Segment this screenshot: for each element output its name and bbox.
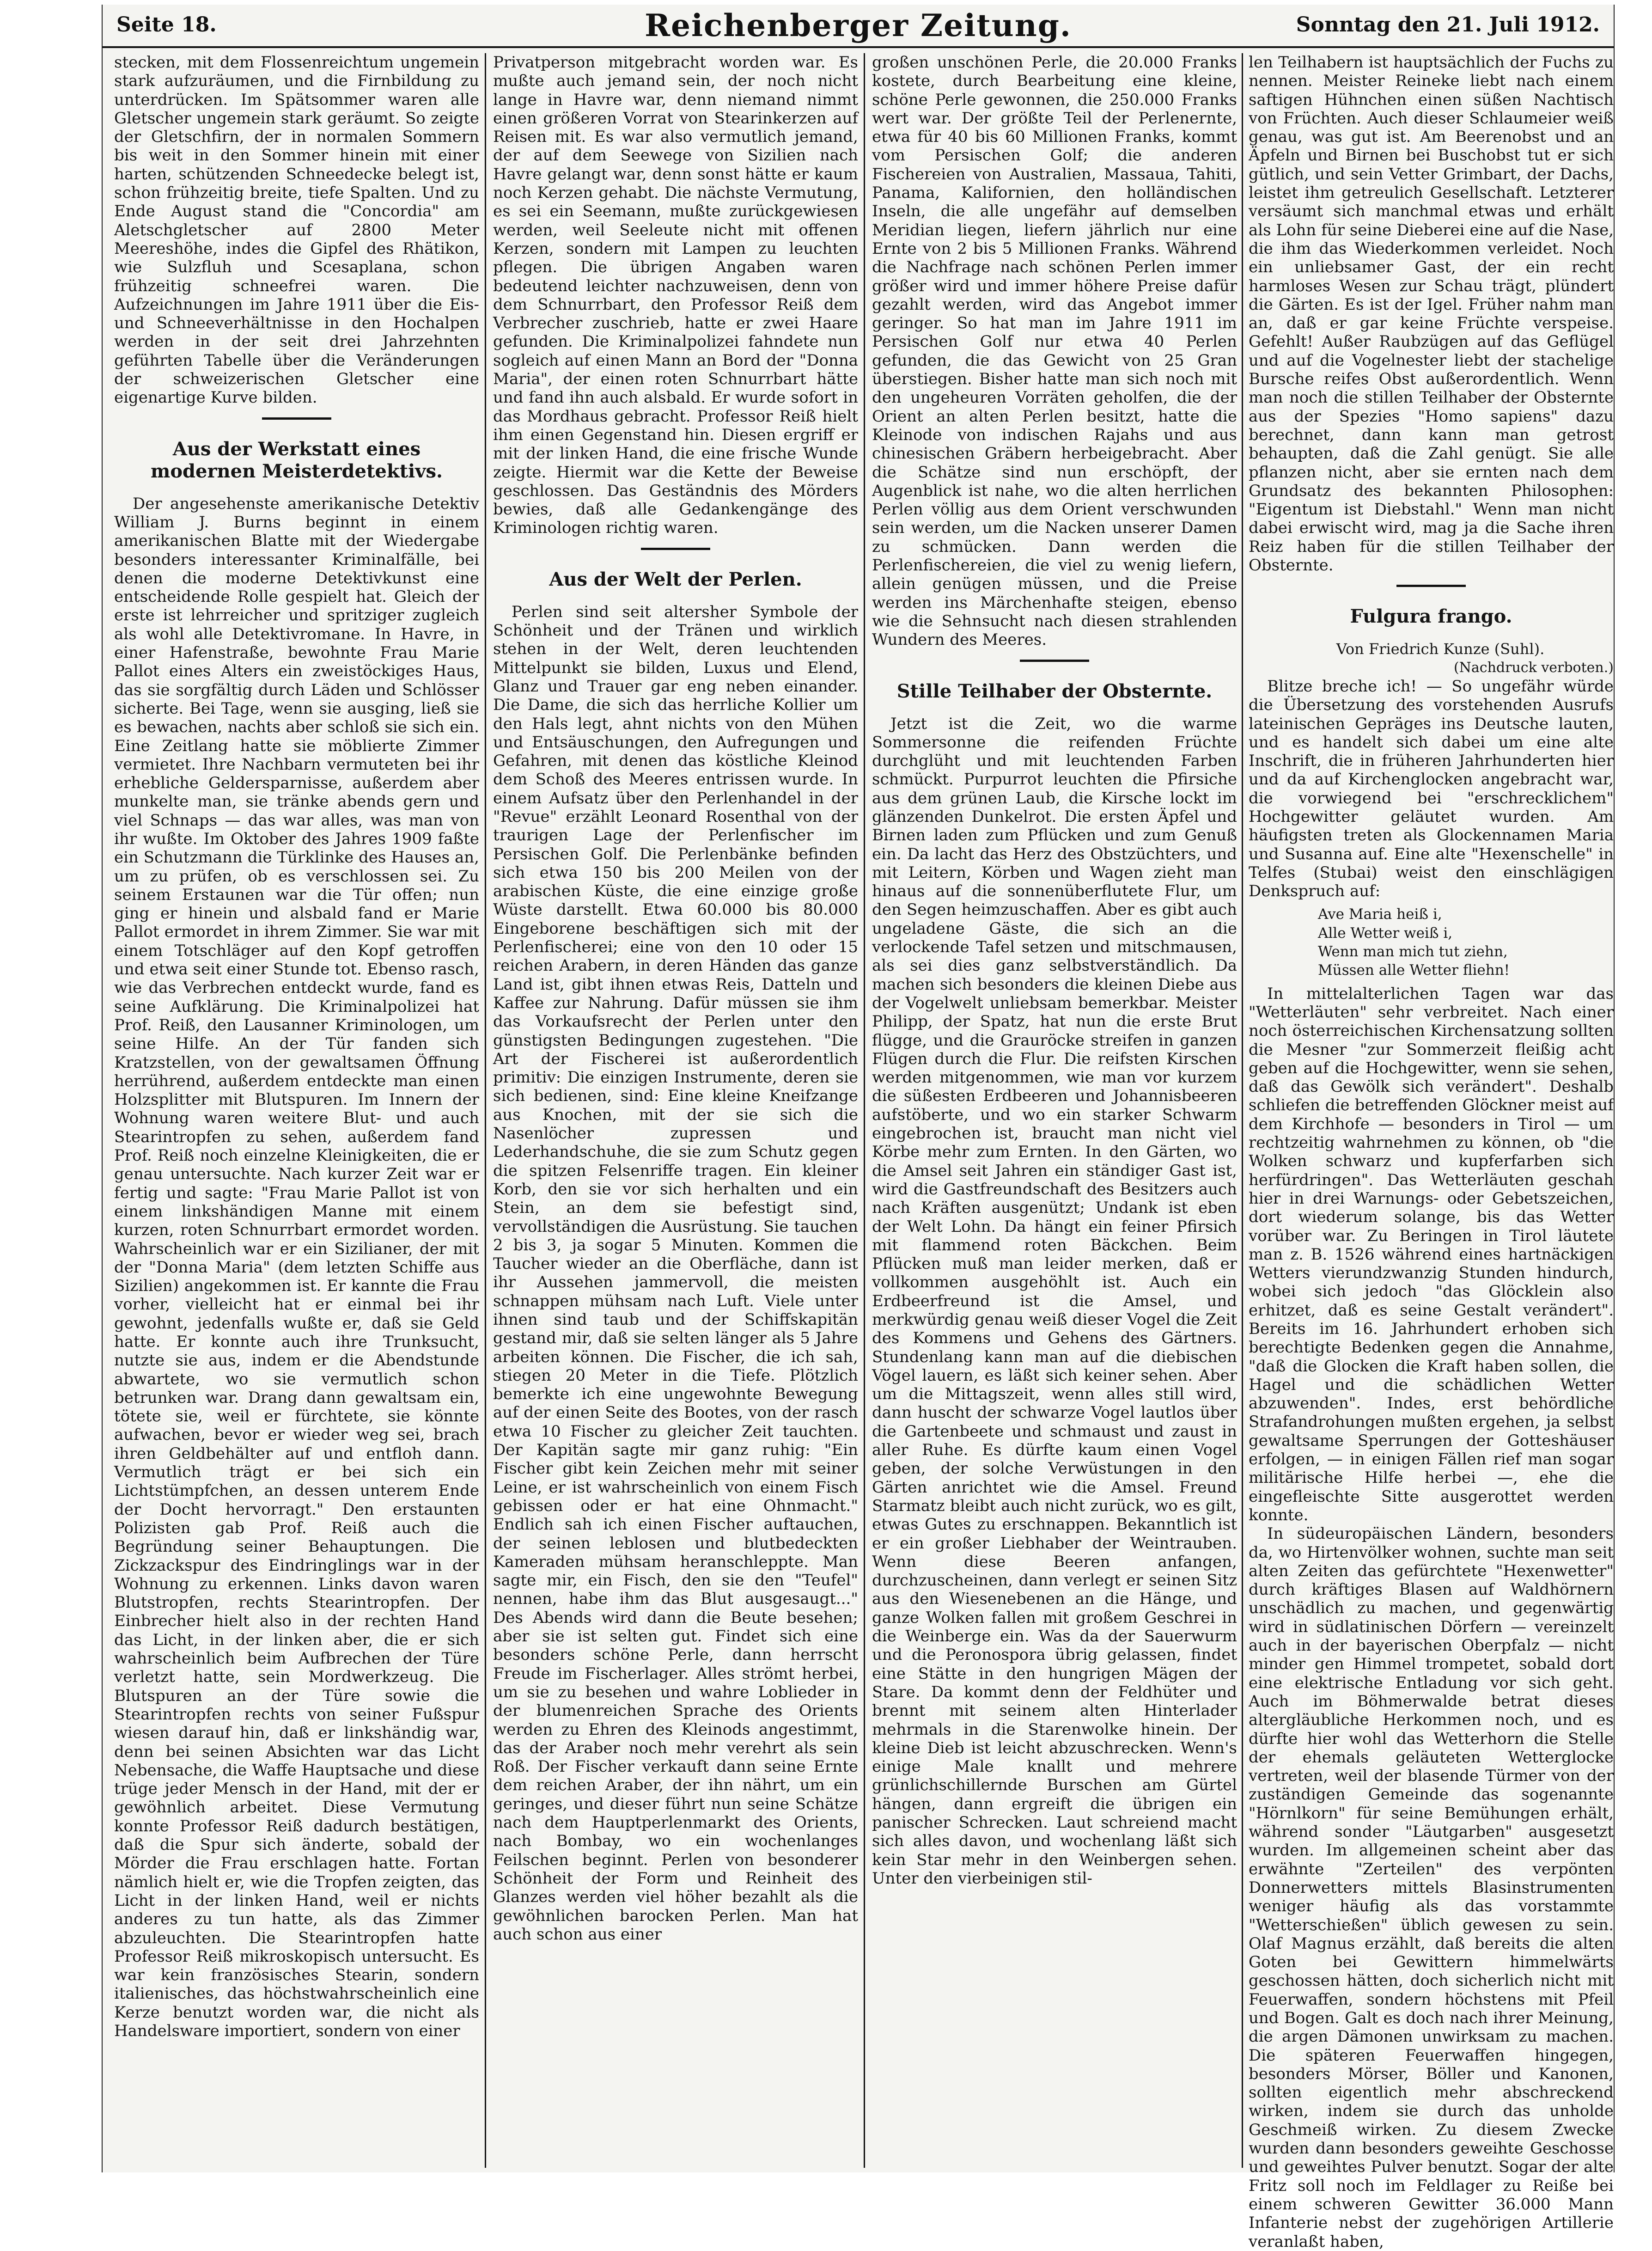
column-4 [1249,53,1614,2251]
page-header [103,5,1614,48]
page-number: Seite 18. [116,13,217,37]
column-1 [114,53,479,2172]
article-heading: Stille Teilhaber der Obsternte. [896,680,1213,702]
article-heading: Fulgura frango. [1350,606,1512,628]
verse-line: Wenn man mich tut ziehn, [1318,943,1508,960]
section-divider [1396,585,1466,587]
heading-line: modernen Meisterdetektivs. [151,460,443,482]
article-heading: Aus der Welt der Perlen. [549,568,802,590]
verse-block [1249,905,1614,979]
verse-line: Ave Maria heiß i, [1318,906,1442,923]
newspaper-page [102,5,1615,2251]
article-text: Privatperson mitgebracht worden war. Es mußte auch jemand sein, der noch nicht lange in Havre war, denn niemand nimmt einen größeren Vorrat von Stearinkerzen auf Reisen mit. Es war also vermutlich jemand, der auf dem Seewege von Sizilien nach Havre gelangt war, denn sonst hätte er kaum noch Kerzen gehabt. Die nächste Vermutung, es sei ein Seemann, mußte zurückgewiesen werden, weil Seeleute nicht mit offenen Kerzen, sondern mit Lampen zu leuchten pflegen. Die übrigen Angaben waren bedeutend leichter nachzuweisen, denn von dem Schnurrbart, den Professor Reiß dem Verbrecher zuschrieb, hatte er zwei Haare gefunden. Die Kriminalpolizei fahndete nun sogleich auf einen Mann an Bord der "Donna Maria", der einen roten Schnurrbart hätte und fand ihn auch alsbald. Er wurde sofort in das Mordhaus gebracht. Professor Reiß hielt ihm einen Gegenstand hin. Diesen ergriff er mit der linken Hand, die eine frische Wunde zeigte. Hiermit war die Kette der Beweise geschlossen. Das Geständnis des Mörders bewies, daß alle Gedankengänge des Kriminologen richtig waren. [493,53,858,538]
heading-line: Aus der Werkstatt eines [172,438,421,460]
article-text: In südeuropäischen Ländern, besonders da, wo Hirtenvölker wohnen, suchte man seit alten Zeiten das gefürchtete "Hexenwetter" durch kräftiges Blasen auf Waldhörnern unschädlich zu machen, und gegenwärtig wird in südlatinischen Dörfern — vereinzelt auch in der bayerischen Oberpfalz — nicht minder gen Himmel trompetet, sobald dort eine elektrische Entladung vor sich geht. Auch im Böhmerwalde betrat dieses altergläubliche Herkommen noch, und es dürfte hier wohl das Wetterhorn die Stelle der ehemals geläuteten Wetterglocke vertreten, weil der blasende Türmer von der zuständigen Gemeinde das sogenannte "Hörnlkorn" für seine Bemühungen erhält, während sonder "Läutgarben" ausgesetzt wurden. Im allgemeinen scheint aber das erwähnte "Zerteilen" des verpönten Donnerwetters mittels Blasinstrumenten weniger häufig als das vorstammte "Wetterschießen" üblich gewesen zu sein. Olaf Magnus erzählt, daß bereits die alten Goten bei Gewittern himmelwärts geschossen hätten, doch sicherlich nicht mit Feuerwaffen, sondern höchstens mit Pfeil und Bogen. Galt es doch nach ihrer Meinung, die argen Dämonen unwirksam zu machen. Die späteren Feuerwaffen hingegen, besonders Mörser, Böller und Kanonen, sollten eigentlich mehr abschreckend wirken, indem sie durch das unholde Geschmeiß wirken. Zu diesem Zwecke wurden dann besonders geweihte Geschosse und geweihtes Pulver benutzt. Sogar der alte Fritz soll noch im Feldlager zu Reiße bei einem schweren Gewitter 36.000 Mann Infanterie nebst der zugehörigen Artillerie veranlaßt haben, [1249,1524,1614,2251]
article-text: In mittelalterlichen Tagen war das "Wetterläuten" sehr verbreitet. Nach einer noch österreichischen Kirchensatzung sollten die Mesner "zur Sommerzeit fleißig acht geben auf die Hochgewitter, wenn sie sehen, daß das Gewölk sich verändert". Deshalb schliefen die betreffenden Glöckner meist auf dem Kirchhofe — besonders in Tirol — um rechtzeitig wahrnehmen zu können, ob "die Wolken schwarz und kupferfarben sich herfürdringen". Das Wetterläuten geschah hier in drei Warnungs- oder Gebetszeichen, dort wiederum solange, bis das Wetter vorüber war. Zu Beringen in Tirol läutete man z. B. 1526 während eines hartnäckigen Wetters vierundzwanzig Stunden hindurch, wobei sich jedoch "das Glöcklein also erhitzet, daß es seine Gestalt verändert". Bereits im 16. Jahrhundert erhoben sich berechtigte Bedenken gegen die Annahme, "daß die Glocken die Kraft haben sollen, die Hagel und die schädlichen Wetter abzuwenden". Indes, erst behördliche Strafandrohungen mußten ergehen, ja selbst gewaltsame Sperrungen der Gotteshäuser erfolgen, — in einigen Fällen rief man sogar militärische Hilfe herbei —, ehe die eingefleischte Sitte ausgerottet werden konnte. [1249,984,1614,1524]
column-3 [872,53,1237,2172]
reprint-note: (Nachdruck verboten.) [1453,659,1614,676]
article-text: len Teilhabern ist hauptsächlich der Fuchs zu nennen. Meister Reineke liebt nach einem saftigen Hühnchen einen süßen Nachtisch von Früchten. Auch dieser Schlaumeier weiß genau, was gut ist. Am Beerenobst und an Äpfeln und Birnen bei Buschobst tut er sich gütlich, und sein Vetter Grimbart, der Dachs, leistet ihm getreulich Gesellschaft. Letzterer versäumt sich manchmal etwas und erhält als Lohn für seine Dieberei eine auf die Nase, die ihm das Wiederkommen verleidet. Noch ein unliebsamer Gast, der ein recht harmloses Wesen zur Schau trägt, plündert die Gärten. Es ist der Igel. Früher nahm man an, daß er gar keine Früchte verspeise. Gefehlt! Außer Raubzügen auf das Geflügel und auf die Vogelnester liebt der stachelige Bursche reifes Obst außerordentlich. Wenn man noch die stillen Teilhaber der Obsternte aus der Spezies "Homo sapiens" dazu berechnet, dann kann man getrost behaupten, daß die Zahl genügt. Sie alle pflanzen nicht, aber sie ernten nach dem Grundsatz des bekannten Philosophen: "Eigentum ist Diebstahl." Wenn man nicht dabei erwischt wird, mag ja die Sache ihren Reiz haben für die stillen Teilhaber der Obsternte. [1249,53,1614,575]
article-text: Blitze breche ich! — So ungefähr würde die Übersetzung des vorstehenden Ausrufs lateinischen Gepräges ins Deutsche lauten, und es handelt sich dabei um eine alte Inschrift, die in früheren Jahrhunderten hier und da auf Kirchenglocken angebracht war, die vorwiegend bei "erschrecklichem" Hochgewitter geläutet wurden. Am häufigsten treten als Glockennamen Maria und Susanna auf. Eine alte "Hexenschelle" in Telfes (Stubai) weist den einschlägigen Denkspruch auf: [1249,677,1614,901]
section-divider [641,548,710,550]
article-text: Jetzt ist die Zeit, wo die warme Sommersonne die reifenden Früchte durchglüht und mit leuchtenden Farben schmückt. Purpurrot leuchten die Pfirsiche aus dem grünen Laub, die Kirsche lockt im glänzenden Dunkelrot. Die ersten Äpfel und Birnen laden zum Pflücken und zum Genuß ein. Da lacht das Herz des Obstzüchters, und mit Leitern, Körben und Wagen zieht man hinaus auf die sonnenüberflutete Flur, um den Segen heimzuschaffen. Aber es gibt auch ungeladene Gäste, die sich an die verlockende Tafel setzen und mitschmausen, als sei dies ganz selbstverständlich. Da machen sich besonders die kleinen Diebe aus der Vogelwelt unliebsam bemerkbar. Meister Philipp, der Spatz, hat nun die erste Brut flügge, und die Grauröcke streifen in ganzen Flügen durch die Flur. Die reifsten Kirschen werden mitgenommen, wie man vor kurzem die süßesten Erdbeeren und Johannisbeeren aufstöberte, und wo ein starker Schwarm eingebrochen ist, braucht man nicht viel Körbe mehr zum Ernten. In den Gärten, wo die Amsel seit Jahren ein ständiger Gast ist, wird die Gastfreundschaft des Besitzers auch nach Kräften ausgenützt; Undank ist eben der Welt Lohn. Da hängt ein feiner Pfirsich mit flammend roten Bäckchen. Beim Pflücken muß man leider merken, daß er vollkommen ausgehöhlt ist. Auch ein Erdbeerfreund ist die Amsel, und merkwürdig genau weiß dieser Vogel die Zeit des Kommens und Gehens des Gärtners. Stundenlang kann man auf die diebischen Vögel lauern, es läßt sich keiner sehen. Aber um die Mittagszeit, wenn alles still wird, dann huscht der schwarze Vogel lautlos über die Gartenbeete und schmaust und zaust in aller Ruhe. Es dürfte kaum einen Vogel geben, der solche Verwüstungen in den Gärten anrichtet wie die Amsel. Freund Starmatz bleibt auch nicht zurück, wo es gilt, etwas Gutes zu erschnappen. Bekanntlich ist er ein großer Liebhaber der Weintrauben. Wenn diese Beeren anfangen, durchzuscheinen, dann verlegt er seinen Sitz aus den Wiesenebenen an die Hänge, und ganze Wolken fallen mit großem Geschrei in die Weinberge ein. Was da der Sauerwurm und die Peronospora übrig gelassen, findet eine Stätte in den hungrigen Mägen der Stare. Da kommt denn der Feldhüter und brennt mit seinem alten Hinterlader mehrmals in die Starenwolke hinein. Der kleine Dieb ist leicht abzuschrecken. Wenn's einige Male knallt und mehrere grünlichschillernde Burschen am Gürtel hängen, dann ergreift die übrigen ein panischer Schrecken. Laut schreiend macht sich alles davon, und wochenlang läßt sich kein Star mehr in den Weinbergen sehen. Unter den vierbeinigen stil- [872,714,1237,1888]
column-rule [485,53,486,2168]
verse-line: Alle Wetter weiß i, [1318,924,1453,942]
article-heading [114,438,479,483]
section-divider [262,417,331,420]
article-byline: Von Friedrich Kunze (Suhl). [1336,640,1545,658]
article-text: großen unschönen Perle, die 20.000 Franks kostete, durch Bearbeitung eine kleine, schöne Perle gewonnen, die 250.000 Franks wert war. Der größte Teil der Perlenernte, etwa für 40 bis 60 Millionen Franks, kommt vom Persischen Golf; die anderen Fischereien von Australien, Massaua, Tahiti, Panama, Kalifornien, den holländischen Inseln, die alle ungefähr auf demselben Meridian liegen, liefern jährlich nur eine Ernte von 2 bis 5 Millionen Franks. Während die Nachfrage nach schönen Perlen immer größer wird und immer höhere Preise dafür gezahlt werden, wird das Angebot immer geringer. So hat man im Jahre 1911 im Persischen Golf nur etwa 40 Perlen gefunden, die das Gewicht von 25 Gran überstiegen. Bisher hatte man sich noch mit den ungeheuren Vorräten geholfen, die der Orient an alten Perlen besitzt, hatte die Kleinode von indischen Rajahs und aus chinesischen Gräbern herbeigebracht. Aber die Schätze sind nun erschöpft, der Augenblick ist nahe, wo die alten herrlichen Perlen völlig aus dem Orient verschwunden sein werden, um die Nacken unserer Damen zu schmücken. Dann werden die Perlenfischereien, die viel zu wenig liefern, allein genügen müssen, und die Preise werden ins Märchenhafte steigen, ebenso wie die Sehnsucht nach diesen strahlenden Wundern des Meeres. [872,53,1237,649]
column-2 [493,53,858,2172]
column-rule [1242,53,1243,2168]
issue-date: Sonntag den 21. Juli 1912. [1296,13,1600,37]
article-text: Der angesehenste amerikanische Detektiv William J. Burns beginnt in einem amerikanischen Blatte mit der Wiedergabe besonders interessanter Kriminalfälle, bei denen die moderne Detektivkunst eine entscheidende Rolle gespielt hat. Gleich der erste ist lehrreicher und spritziger zugleich als wohl alle Detektivromane. In Havre, in einer Hafenstraße, bewohnte Frau Marie Pallot eines Alters ein zweistöckiges Haus, das sie sorgfältig durch Läden und Schlösser sicherte. Bei Tage, wenn sie ausging, ließ sie es bewachen, nachts aber schloß sie sich ein. Eine Zeitlang hatte sie möblierte Zimmer vermietet. Ihre Nachbarn vermuteten bei ihr erhebliche Geldersparnisse, außerdem aber munkelte man, sie tränke abends gern und viel Schnaps — das war alles, was man von ihr wußte. Im Oktober des Jahres 1909 faßte ein Schutzmann die Türklinke des Hauses an, um zu prüfen, ob es verschlossen sei. Zu seinem Erstaunen war die Tür offen; nun ging er hinein und alsbald fand er Marie Pallot ermordet in ihrem Zimmer. Sie war mit einem Totschläger auf den Kopf getroffen und etwa seit einer Stunde tot. Ebenso rasch, wie das Verbrechen entdeckt wurde, fand es seine Aufklärung. Die Kriminalpolizei hat Prof. Reiß, den Lausanner Kriminologen, um seine Hilfe. An der Tür fanden sich Kratzstellen, von der gewaltsamen Öffnung herrührend, außerdem entdeckte man einen Holzsplitter mit Blutspuren. Im Innern der Wohnung waren weitere Blut- und auch Stearintropfen zu sehen, außerdem fand Prof. Reiß noch einzelne Kleinigkeiten, die er genau untersuchte. Nach kurzer Zeit war er fertig und sagte: "Frau Marie Pallot ist von einem linkshändigen Manne mit einem kurzen, roten Schnurrbart ermordet worden. Wahrscheinlich war er ein Sizilianer, der mit der "Donna Maria" (dem letzten Schiffe aus Sizilien) angekommen ist. Er kannte die Frau vorher, vielleicht hat er einmal bei ihr gewohnt, jedenfalls wußte er, daß sie Geld hatte. Er konnte auch ihre Trunksucht, nutzte sie aus, indem er die Abendstunde abwartete, wo sie vermutlich schon betrunken war. Drang dann gewaltsam ein, tötete sie, weil er fürchtete, sie könnte aufwachen, bevor er wieder weg sei, brach ihren Geldbehälter auf und entfloh dann. Vermutlich trägt er bei sich ein Lichtstümpfchen, an dessen unterem Ende der Docht hervorragt." Den erstaunten Polizisten gab Prof. Reiß auch die Begründung seiner Behauptungen. Die Zickzackspur des Eindringlings war in der Wohnung zu erkennen. Links davon waren Blutstropfen, rechts Stearintropfen. Der Einbrecher hielt also in der rechten Hand das Licht, in der linken aber, die er sich wahrscheinlich beim Aufbrechen der Türe verletzt hatte, sein Mordwerkzeug. Die Blutspuren an der Türe sowie die Stearintropfen rechts von seiner Fußspur wiesen darauf hin, daß er linkshändig war, denn bei seinen Absichten war das Licht Nebensache, die Waffe Hauptsache und diese trüge jeder Mensch in der Hand, mit der er gewöhnlich arbeitet. Diese Vermutung konnte Professor Reiß dadurch bestätigen, daß die Spur sich änderte, sobald der Mörder die Frau erschlagen hatte. Fortan nämlich hielt er, wie die Tropfen zeigten, das Licht in der linken Hand, weil er nichts anderes zu tun hatte, als das Zimmer abzuleuchten. Die Stearintropfen hatte Professor Reiß mikroskopisch untersucht. Es war kein französisches Stearin, sondern italienisches, das höchstwahrscheinlich eine Kerze benutzt worden war, die nicht als Handelsware importiert, sondern von einer [114,494,479,2040]
column-rule [864,53,865,2168]
article-text: stecken, mit dem Flossenreichtum ungemein stark aufzuräumen, und die Firnbildung zu unterdrücken. Im Spätsommer waren alle Gletscher ungemein stark geräumt. So zeigte der Gletschfirn, der in normalen Sommern bis weit in den Sommer hinein mit einer harten, schützenden Schneedecke belegt ist, schon frühzeitig breite, tiefe Spalten. Und zu Ende August stand die "Concordia" am Aletschgletscher auf 2800 Meter Meereshöhe, indes die Gipfel des Rhätikon, wie Sulzfluh und Scesaplana, schon frühzeitig schneefrei waren. Die Aufzeichnungen im Jahre 1911 über die Eis- und Schneeverhältnisse in den Hochalpen werden in der seit drei Jahrzehnten geführten Tabelle über die Veränderungen der schweizerischen Gletscher eine eigenartige Kurve bilden. [114,53,479,407]
article-text: Perlen sind seit altersher Symbole der Schönheit und der Tränen und wirklich stehen in der Welt, deren leuchtenden Mittelpunkt sie bilden, Luxus und Elend, Glanz und Trauer gar eng neben einander. Die Dame, die sich das herrliche Kollier um den Hals legt, ahnt nichts von den Mühen und Entsäuschungen, den Aufregungen und Gefahren, mit denen das köstliche Kleinod dem Schoß des Meeres entrissen wurde. In einem Aufsatz über den Perlenhandel in der "Revue" erzählt Leonard Rosenthal von der traurigen Lage der Perlenfischer im Persischen Golf. Die Perlenbänke befinden sich etwa 150 bis 200 Meilen von der arabischen Küste, die eine einzige große Wüste darstellt. Etwa 60.000 bis 80.000 Eingeborene beschäftigen sich mit der Perlenfischerei; eine von den 10 oder 15 reichen Arabern, in deren Händen das ganze Land ist, gibt ihnen etwas Reis, Datteln und Kaffee zur Nahrung. Dafür müssen sie ihm das Vorkaufsrecht der Perlen unter den günstigsten Bedingungen zugestehen. "Die Art der Fischerei ist außerordentlich primitiv: Die einzigen Instrumente, deren sie sich bedienen, sind: Eine kleine Kneifzange aus Knochen, mit der sie sich die Nasenlöcher zupressen und Lederhandschuhe, die sie zum Schutz gegen die spitzen Felsenriffe tragen. Ein kleiner Korb, den sie vor sich herhalten und ein Stein, an dem sie befestigt sind, vervollständigen die Ausrüstung. Sie tauchen 2 bis 3, ja sogar 5 Minuten. Kommen die Taucher wieder an die Oberfläche, dann ist ihr Aussehen jammervoll, die meisten schnappen mühsam nach Luft. Viele unter ihnen sind taub und der Schiffskapitän gestand mir, daß sie selten länger als 5 Jahre arbeiten können. Die Fischer, die ich sah, stiegen 20 Meter in die Tiefe. Plötzlich bemerkte ich eine ungewohnte Bewegung auf der einen Seite des Bootes, von der rasch etwa 10 Fischer zu gleicher Zeit tauchten. Der Kapitän sagte mir ganz ruhig: "Ein Fischer gibt kein Zeichen mehr mit seiner Leine, er ist wahrscheinlich von einem Fisch gebissen oder er hat eine Ohnmacht." Endlich sah ich einen Fischer auftauchen, der seinen leblosen und blutbedeckten Kameraden mühsam heranschleppte. Man sagte mir, ein Fisch, den sie den "Teufel" nennen, habe ihm das Blut ausgesaugt..." Des Abends wird dann die Beute besehen; aber sie ist selten gut. Findet sich eine besonders schöne Perle, dann herrscht Freude im Fischerlager. Alles strömt herbei, um sie zu besehen und wahre Loblieder in der blumenreichen Sprache des Orients werden zu Ehren des Kleinods angestimmt, das der Araber noch mehr verehrt als sein Roß. Der Fischer verkauft dann seine Ernte dem reichen Araber, der ihn nährt, um ein geringes, und dieser führt nun seine Schätze nach dem Hauptperlenmarkt des Orients, nach Bombay, wo ein wochenlanges Feilschen beginnt. Perlen von besonderer Schönheit der Form und Reinheit des Glanzes werden viel höher bezahlt als die gewöhnlichen barocken Perlen. Man hat auch schon aus einer [493,602,858,1944]
verse-line: Müssen alle Wetter fliehn! [1318,962,1510,979]
newspaper-title: Reichenberger Zeitung. [645,7,1072,43]
section-divider [1020,660,1089,662]
